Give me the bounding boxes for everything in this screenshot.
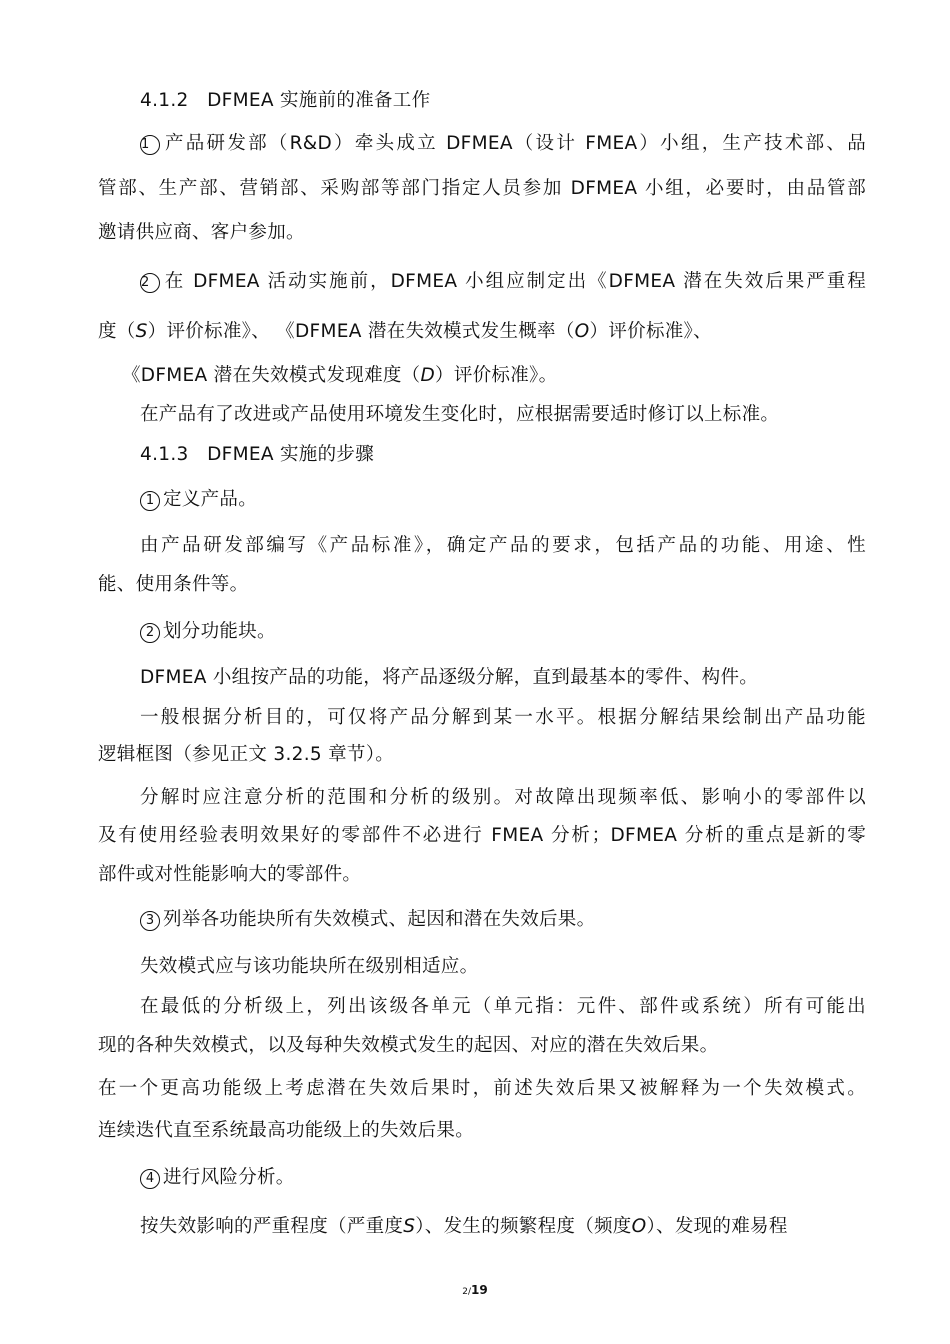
page-separator: /: [467, 1287, 472, 1297]
paragraph-line: [140, 132, 866, 156]
section-heading-4-1-2: [140, 89, 430, 113]
circled-number-marker: 3: [140, 911, 160, 931]
text-span: 按失效影响的严重程度（严重度: [140, 1216, 404, 1237]
paragraph-line: 逻辑框图（参见正文 3.2.5 章节）。: [98, 744, 395, 765]
paragraph-line: [140, 1215, 788, 1239]
paragraph-line: 一般根据分析目的，可仅将产品分解到某一水平。根据分解结果绘制出产品功能: [140, 707, 866, 728]
paragraph-line: 连续迭代直至系统最高功能级上的失效后果。: [98, 1120, 475, 1141]
paragraph-line: 在产品有了改进或产品使用环境发生变化时，应根据需要适时修订以上标准。: [140, 404, 780, 425]
text-span: 度（: [98, 321, 136, 342]
text-span: ）、发现的难易程: [646, 1216, 788, 1237]
symbol-o: O: [631, 1216, 647, 1237]
text-span: ）评价标准》、 《DFMEA 潜在失效模式发生概率（: [147, 321, 575, 342]
section-title: DFMEA 实施的步骤: [207, 444, 374, 465]
page-number: [0, 1283, 950, 1297]
current-page: 2: [462, 1287, 468, 1297]
step-heading: [140, 488, 257, 512]
symbol-s: S: [135, 321, 148, 342]
symbol-o: O: [574, 321, 590, 342]
step-heading: [140, 620, 276, 644]
text-span: ）、发生的频繁程度（频度: [415, 1216, 632, 1237]
text-span: ）评价标准》、: [589, 321, 712, 342]
section-number: 4.1.2: [140, 90, 189, 111]
step-title: 划分功能块。: [163, 621, 276, 642]
section-heading-4-1-3: [140, 443, 374, 467]
paragraph-line: 能、使用条件等。: [98, 574, 249, 595]
circled-number-marker: 4: [140, 1169, 160, 1189]
step-title: 列举各功能块所有失效模式、起因和潜在失效后果。: [163, 909, 596, 930]
paragraph-line: [122, 364, 557, 388]
step-title: 进行风险分析。: [163, 1167, 295, 1188]
paragraph-line: 管部、生产部、营销部、采购部等部门指定人员参加 DFMEA 小组，必要时，由品管部: [98, 178, 866, 199]
total-pages: 19: [471, 1283, 488, 1297]
text-span: 在 DFMEA 活动实施前，DFMEA 小组应制定出《DFMEA 潜在失效后果严重程: [163, 271, 866, 292]
paragraph-line: 在一个更高功能级上考虑潜在失效后果时，前述失效后果又被解释为一个失效模式。: [98, 1078, 866, 1099]
step-heading: [140, 908, 595, 932]
paragraph-line: [140, 270, 866, 294]
circled-number-marker: 1: [140, 491, 160, 511]
paragraph-line: 在最低的分析级上，列出该级各单元（单元指：元件、部件或系统）所有可能出: [140, 996, 866, 1017]
text-span: 产品研发部（R&D）牵头成立 DFMEA（设计 FMEA）小组，生产技术部、品: [163, 133, 866, 154]
step-heading: [140, 1166, 295, 1190]
section-number: 4.1.3: [140, 444, 189, 465]
paragraph-line: 部件或对性能影响大的零部件。: [98, 864, 362, 885]
paragraph-line: 分解时应注意分析的范围和分析的级别。对故障出现频率低、影响小的零部件以: [140, 787, 866, 808]
paragraph-line: 失效模式应与该功能块所在级别相适应。: [140, 956, 479, 977]
paragraph-line: 现的各种失效模式，以及每种失效模式发生的起因、对应的潜在失效后果。: [98, 1035, 719, 1056]
symbol-s: S: [403, 1216, 416, 1237]
step-title: 定义产品。: [163, 489, 258, 510]
circled-number-marker: 2: [140, 273, 160, 293]
text-span: ）评价标准》。: [435, 365, 558, 386]
circled-number-marker: 2: [140, 623, 160, 643]
paragraph-line: [98, 320, 712, 344]
text-span: 《DFMEA 潜在失效模式发现难度（: [122, 365, 421, 386]
paragraph-line: 及有使用经验表明效果好的零部件不必进行 FMEA 分析；DFMEA 分析的重点是新的零: [98, 825, 866, 846]
symbol-d: D: [420, 365, 436, 386]
paragraph-line: 邀请供应商、客户参加。: [98, 222, 305, 243]
circled-number-marker: 1: [140, 135, 160, 155]
paragraph-line: DFMEA 小组按产品的功能，将产品逐级分解，直到最基本的零件、构件。: [140, 667, 759, 688]
section-title: DFMEA 实施前的准备工作: [207, 90, 431, 111]
paragraph-line: 由产品研发部编写《产品标准》，确定产品的要求，包括产品的功能、用途、性: [140, 535, 866, 556]
